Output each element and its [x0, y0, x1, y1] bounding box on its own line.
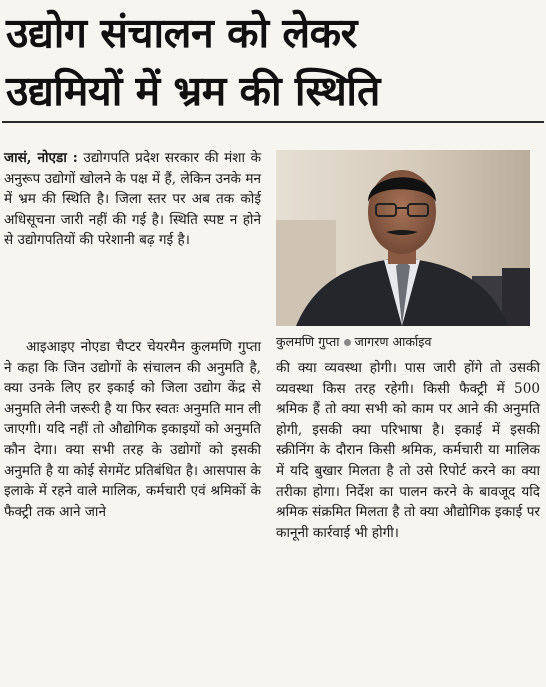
headline — [6, 4, 542, 120]
headline-divider — [2, 121, 544, 123]
portrait-illustration — [276, 150, 530, 326]
article-column-left-top — [4, 148, 261, 251]
article-paragraph-3: की क्या व्यवस्था होगी। पास जारी होंगे तो उसकी व्यवस्था किस तरह रहेगी। किसी फैक्ट्री में 500 श्रमिक हैं तो क्या सभी को काम पर आने की अनुमति होगी, इसकी क्या परिभाषा है। इकाई में इसकी स्क्रीनिंग के दौरान किसी श्रमिक, कर्मचारी या मालिक में यदि बुखार मिलता है तो उसे रिपोर्ट करने का क्या तरीका होगा। निर्देश का पालन करने के बावजूद यदि श्रमिक संक्रमित मिलता है तो क्या औद्योगिक इकाई पर कानूनी कार्रवाई भी होगी। — [276, 360, 540, 541]
bullet-dot-icon — [344, 339, 351, 346]
photo-caption — [276, 333, 540, 351]
caption-credit: जागरण आर्काइव — [354, 334, 432, 349]
article-paragraph-2: आइआइए नोएडा चैप्टर चेयरमैन कुलमणि गुप्ता ने कहा कि जिन उद्योगों के संचालन की अनुमति है, क्या उनके लिए हर इकाई को जिला उद्योग केंद्र से अनुमति लेनी जरूरी है या फिर स्वतः अनुमति मान ली जाएगी। यदि नहीं तो औद्योगिक इकाइयों को अनुमति कौन देगा। क्या सभी तरह के उद्योगों को इसकी अनुमति है या कोई सेगमेंट प्रतिबंधित है। आसपास के इलाके में रहने वाले मालिक, कर्मचारी एवं श्रमिकों के फैक्ट्री तक आने जाने — [4, 339, 262, 520]
news-photo — [276, 150, 530, 326]
caption-name: कुलमणि गुप्ता — [276, 334, 340, 349]
article-column-right — [276, 358, 540, 543]
headline-line-1: उद्योग संचालन को लेकर — [6, 9, 357, 57]
article-paragraph-1 — [4, 148, 261, 251]
article-column-left-bottom — [4, 337, 261, 522]
dateline: जासं, नोएडा : — [4, 150, 78, 166]
paragraph-1-text: उद्योगपति प्रदेश सरकार की मंशा के अनुरूप उद्योगों खोलने के पक्ष में हैं, लेकिन उनके मन में भ्रम की स्थिति है। जिला स्तर पर अब तक कोई अधिसूचना जारी नहीं की गई है। स्थिति स्पष्ट न होने से उद्योगपतियों की परेशानी बढ़ गई है। — [4, 150, 262, 249]
headline-line-2: उद्यमियों में भ्रम की स्थिति — [6, 67, 380, 115]
